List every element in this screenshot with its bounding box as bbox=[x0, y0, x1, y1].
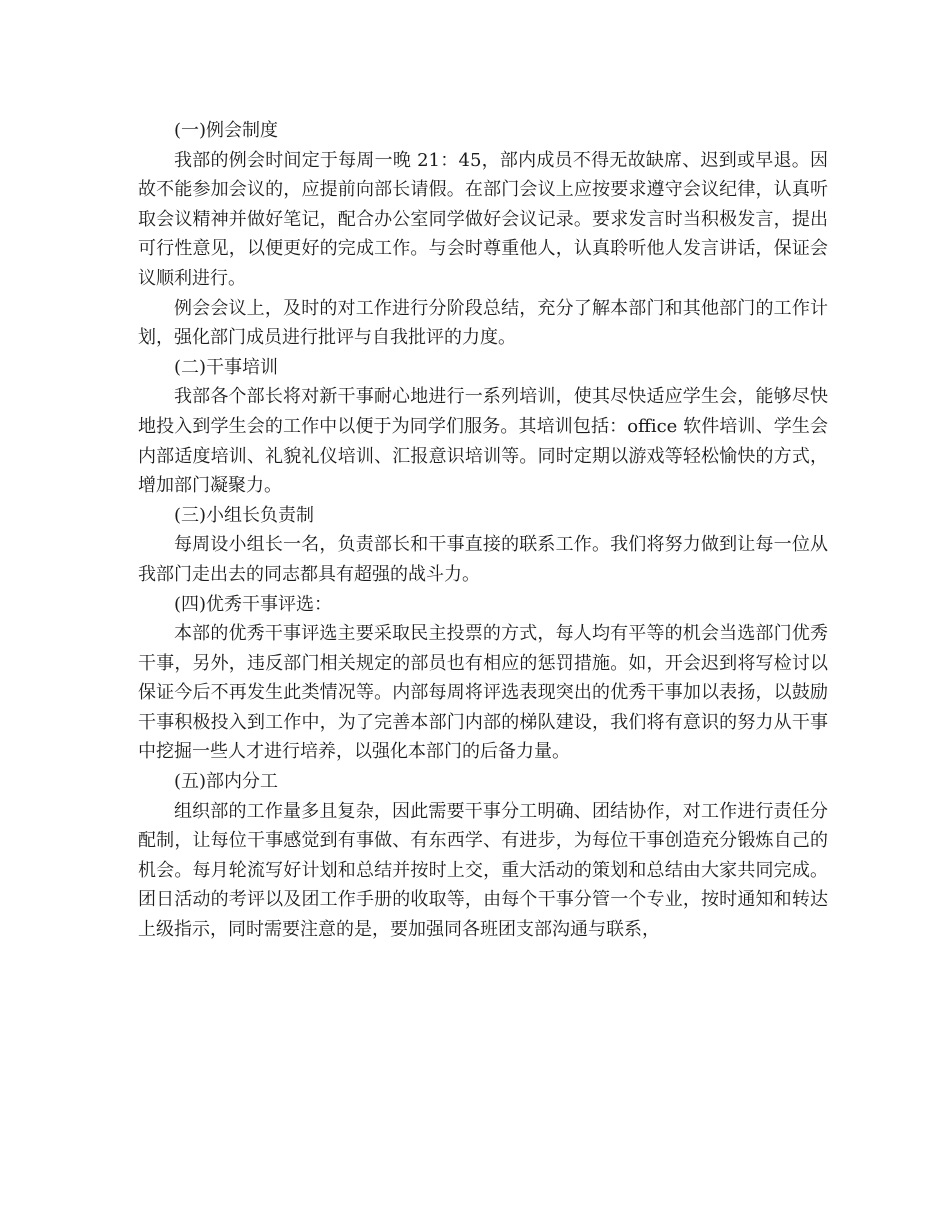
section-heading-division-of-labor: (五)部内分工 bbox=[174, 771, 279, 793]
section-heading-meeting-system: (一)例会制度 bbox=[174, 120, 279, 141]
section-heading-excellent-staff: (四)优秀干事评选： bbox=[174, 593, 333, 615]
paragraph-group-leader: 每周设小组长一名，负责部长和干事直接的联系工作。我们将努力做到让每一位从我部门走出去的同志都具有超强的战斗力。 bbox=[138, 534, 828, 585]
paragraph-division-of-labor: 组织部的工作量多且复杂，因此需要干事分工明确、团结协作，对工作进行责任分配制，让每位干事感觉到有事做、有东西学、有进步，为每位干事创造充分锻炼自己的机会。每月轮流写好计划和总结并按时上交，重大活动的策划和总结由大家共同完成。团日活动的考评以及团工作手册的收取等，由每个干事分管一个专业，按时通知和转达上级指示，同时需要注意的是，要加强同各班团支部沟通与联系， bbox=[138, 800, 828, 941]
section-heading-group-leader: (三)小组长负责制 bbox=[174, 504, 315, 526]
paragraph-meeting-rules: 我部的例会时间定于每周一晚 21：45，部内成员不得无故缺席、迟到或早退。因故不能参加会议的，应提前向部长请假。在部门会议上应按要求遵守会议纪律，认真听取会议精神并做好笔记，配合办公室同学做好会议记录。要求发言时当积极发言，提出可行性意见，以便更好的完成工作。与会时尊重他人，认真聆听他人发言讲话，保证会议顺利进行。 bbox=[138, 149, 828, 289]
paragraph-staff-training: 我部各个部长将对新干事耐心地进行一系列培训，使其尽快适应学生会，能够尽快地投入到学生会的工作中以便于为同学们服务。其培训包括：office 软件培训、学生会内部适度培训、礼貌礼仪培训、汇报意识培训等。同时定期以游戏等轻松愉快的方式，增加部门凝聚力。 bbox=[138, 386, 828, 497]
section-heading-staff-training: (二)干事培训 bbox=[174, 356, 279, 378]
document-body bbox=[138, 116, 828, 945]
paragraph-meeting-summary: 例会会议上，及时的对工作进行分阶段总结，充分了解本部门和其他部门的工作计划，强化部门成员进行批评与自我批评的力度。 bbox=[138, 297, 828, 349]
paragraph-excellent-staff: 本部的优秀干事评选主要采取民主投票的方式，每人均有平等的机会当选部门优秀干事，另外，违反部门相关规定的部员也有相应的惩罚措施。如，开会迟到将写检讨以保证今后不再发生此类情况等。内部每周将评选表现突出的优秀干事加以表扬，以鼓励干事积极投入到工作中，为了完善本部门内部的梯队建设，我们将有意识的努力从干事中挖掘一些人才进行培养，以强化本部门的后备力量。 bbox=[138, 623, 828, 763]
